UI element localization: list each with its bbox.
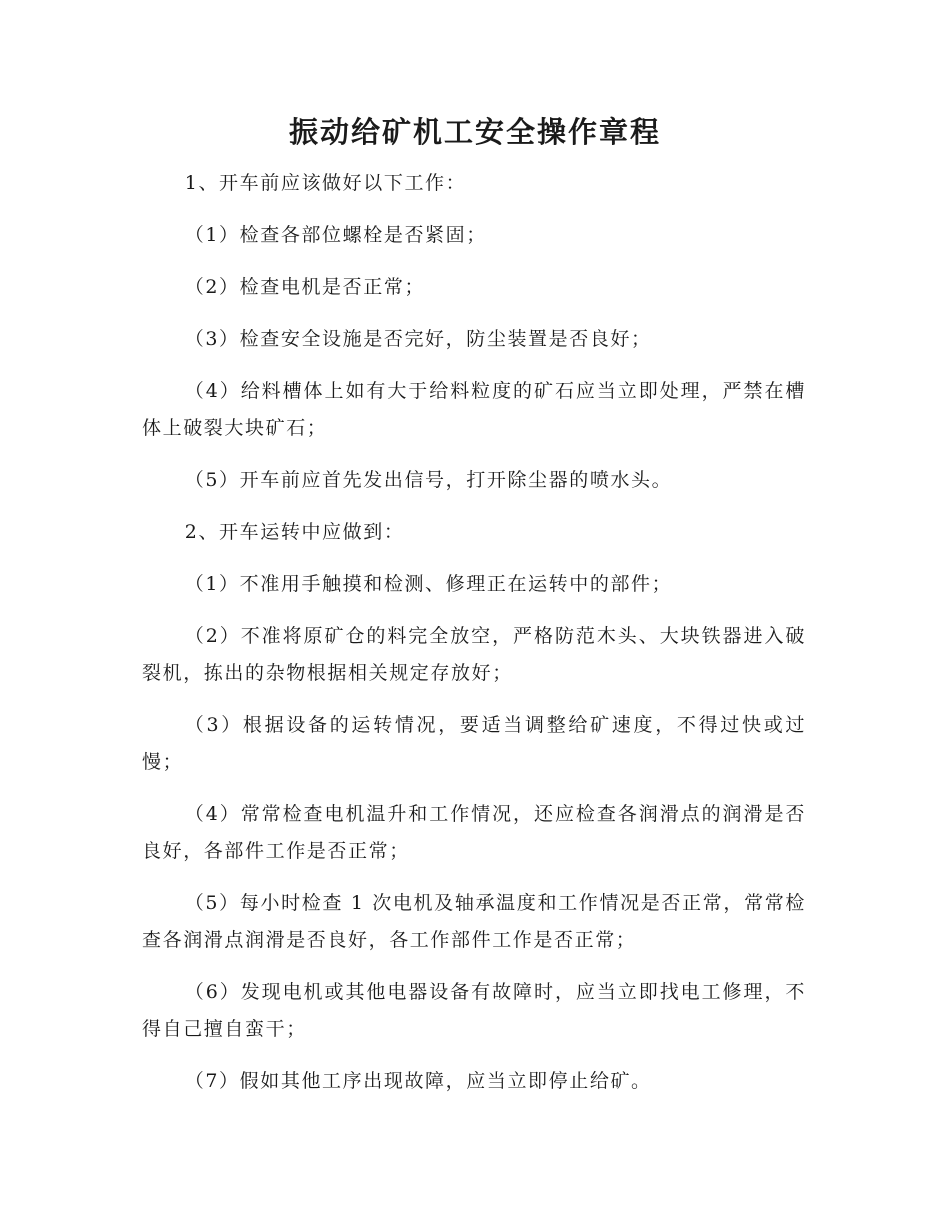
section-1-item-1: （1）检查各部位螺栓是否紧固；: [184, 224, 487, 246]
document-body: [142, 165, 806, 1115]
section-2-heading: 2、开车运转中应做到：: [184, 521, 405, 543]
section-2-item-3: （3）根据设备的运转情况，要适当调整给矿速度，不得过快或过慢；: [142, 714, 806, 773]
document-title: 振动给矿机工安全操作章程: [288, 115, 661, 149]
section-2-item-1: （1）不准用手触摸和检测、修理正在运转中的部件；: [184, 573, 673, 595]
section-2-item-4: （4）常常检查电机温升和工作情况，还应检查各润滑点的润滑是否良好，各部件工作是否正常；: [142, 803, 806, 862]
section-1-item-3: （3）检查安全设施是否完好，防尘装置是否良好；: [184, 328, 652, 350]
section-2-item-2: （2）不准将原矿仓的料完全放空，严格防范木头、大块铁器进入破裂机，拣出的杂物根据相关规定存放好；: [142, 625, 806, 684]
section-1-item-2: （2）检查电机是否正常；: [184, 276, 426, 298]
section-1-item-4: （4）给料槽体上如有大于给料粒度的矿石应当立即处理，严禁在槽体上破裂大块矿石；: [142, 380, 806, 439]
section-1-item-5: （5）开车前应首先发出信号，打开除尘器的喷水头。: [184, 469, 673, 491]
section-2-item-6: （6）发现电机或其他电器设备有故障时，应当立即找电工修理，不得自己擅自蛮干；: [142, 981, 806, 1040]
section-2-item-5: （5）每小时检查 1 次电机及轴承温度和工作情况是否正常，常常检查各润滑点润滑是否良好，各工作部件工作是否正常；: [142, 892, 806, 951]
section-1-heading: 1、开车前应该做好以下工作：: [184, 172, 467, 194]
section-2-item-7: （7）假如其他工序出现故障，应当立即停止给矿。: [184, 1070, 652, 1092]
